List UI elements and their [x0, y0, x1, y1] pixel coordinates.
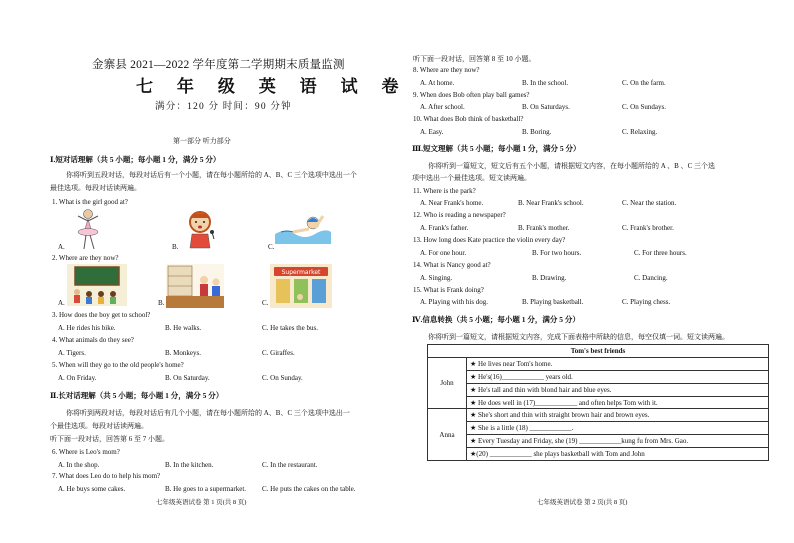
q11-option-b: B. Near Frank's school.	[518, 199, 584, 207]
question-3: 3. How does the boy get to school?	[52, 311, 151, 319]
q3-option-b: B. He walks.	[165, 324, 202, 332]
section3-instruction-cont: 项中选出一个最佳选项。短文读两遍。	[412, 174, 531, 182]
q5-option-a: A. On Friday.	[58, 374, 97, 382]
q11-option-a: A. Near Frank's home.	[420, 199, 484, 207]
q2-option-b-label: B.	[158, 299, 165, 307]
q8-option-a: A. At home.	[420, 79, 455, 87]
q7-option-b: B. He goes to a supermarket.	[165, 485, 247, 493]
q15-option-a: A. Playing with his dog.	[420, 298, 489, 306]
question-9: 9. When does Bob often play ball games?	[413, 91, 530, 99]
question-11: 11. Where is the park?	[413, 187, 476, 195]
info-table	[427, 344, 769, 461]
section1-heading: Ⅰ.短对话理解（共 5 小题；每小题 1 分，满分 5 分）	[50, 155, 221, 164]
q13-option-b: B. For two hours.	[532, 249, 582, 257]
question-5: 5. When will they go to the old people's home?	[52, 361, 184, 369]
table-row-blank-20: ★(20) ____________ she plays basketball with Tom and John	[467, 448, 769, 461]
exam-score-time: 满分：120 分 时间：90 分钟	[155, 102, 292, 112]
q14-option-c: C. Dancing.	[634, 274, 668, 282]
q9-option-c: C. On Sundays.	[622, 103, 666, 111]
question-7: 7. What does Leo do to help his mom?	[52, 472, 161, 480]
section2-dialogue-intro: 听下面一段对话，回答第 6 至 7 小题。	[50, 435, 169, 443]
page-footer: 七年级英语试卷 第 2 页(共 8 页)	[537, 499, 628, 506]
q6-option-c: C. In the restaurant.	[262, 461, 318, 469]
q3-option-a: A. He rides his bike.	[58, 324, 116, 332]
q2-option-a-label: A.	[58, 299, 65, 307]
q1-option-c-label: C.	[268, 243, 275, 251]
q1-option-a-label: A.	[58, 243, 65, 251]
q7-option-a: A. He buys some cakes.	[58, 485, 126, 493]
section1-instruction-cont: 最佳选项。每段对话读两遍。	[50, 184, 141, 192]
question-13: 13. How long does Kate practice the violin every day?	[413, 236, 566, 244]
q8-option-c: C. On the farm.	[622, 79, 666, 87]
q3-option-c: C. He takes the bus.	[262, 324, 318, 332]
swimming-boy-picture	[273, 210, 333, 246]
q14-option-a: A. Singing.	[420, 274, 453, 282]
ballet-dancer-picture	[70, 207, 106, 253]
table-row-blank-16: ★ He's(16)____________ years old.	[467, 370, 769, 383]
exam-title: 七 年 级 英 语 试 卷	[136, 77, 408, 97]
dialogue-intro: 听下面一段对话，回答第 8 至 10 小题。	[413, 55, 536, 63]
page-footer: 七年级英语试卷 第 1 页(共 8 页)	[156, 499, 247, 506]
question-2: 2. Where are they now?	[52, 254, 119, 262]
table-row: ★ He lives near Tom's home.	[467, 357, 769, 370]
question-1: 1. What is the girl good at?	[52, 198, 128, 206]
question-4: 4. What animals do they see?	[52, 336, 134, 344]
q15-option-b: B. Playing basketball.	[522, 298, 584, 306]
table-title: Tom's best friends	[428, 345, 769, 358]
q10-option-a: A. Easy.	[420, 128, 444, 136]
table-name-john: John	[428, 357, 467, 409]
table-row-blank-17: ★ He does well in (17)____________ and often helps Tom with it.	[467, 396, 769, 409]
question-15: 15. What is Frank doing?	[413, 286, 484, 294]
shop-counter-picture	[166, 264, 224, 308]
classroom-picture	[67, 264, 127, 306]
section3-instruction: 你将听到一篇短文，短文后有五个小题，请根据短文内容，在每小题所给的 A 、B 、C 三个选	[428, 162, 716, 170]
q1-option-b-label: B.	[172, 243, 179, 251]
q12-option-a: A. Frank's father.	[420, 224, 469, 232]
q9-option-b: B. On Saturdays.	[522, 103, 570, 111]
q10-option-c: C. Relaxing.	[622, 128, 658, 136]
q4-option-a: A. Tigers.	[58, 349, 86, 357]
question-6: 6. Where is Leo's mom?	[52, 448, 120, 456]
q12-option-b: B. Frank's mother.	[518, 224, 570, 232]
q5-option-b: B. On Saturday.	[165, 374, 210, 382]
section4-heading: Ⅳ.信息转换（共 5 小题；每小题 1 分，满分 5 分）	[412, 315, 580, 324]
table-row-blank-18: ★ She is a little (18) ____________.	[467, 422, 769, 435]
section2-instruction-cont: 个最佳选项。每段对话读两遍。	[50, 422, 148, 430]
exam-header-line: 金寨县 2021—2022 学年度第二学期期末质量监测	[92, 59, 345, 71]
q13-option-c: C. For three hours.	[634, 249, 687, 257]
section3-heading: Ⅲ.短文理解（共 5 小题；每小题 1 分，满分 5 分）	[412, 144, 581, 153]
question-10: 10. What does Bob think of basketball?	[413, 115, 524, 123]
supermarket-sign-text: Supermarket	[281, 269, 321, 276]
q9-option-a: A. After school.	[420, 103, 465, 111]
table-row: ★ She's short and thin with straight brown hair and brown eyes.	[467, 409, 769, 422]
q12-option-c: C. Frank's brother.	[622, 224, 674, 232]
section2-heading: Ⅱ.长对话理解（共 5 小题；每小题 1 分，满分 5 分）	[50, 391, 224, 400]
table-name-anna: Anna	[428, 409, 467, 461]
q7-option-c: C. He puts the cakes on the table.	[262, 485, 356, 493]
part-title: 第一部分 听力部分	[173, 137, 231, 145]
question-12: 12. Who is reading a newspaper?	[413, 211, 506, 219]
table-row-blank-19: ★ Every Tuesday and Friday, she (19) ____________kung fu from Mrs. Gao.	[467, 435, 769, 448]
q2-option-c-label: C.	[262, 299, 269, 307]
q6-option-a: A. In the shop.	[58, 461, 100, 469]
table-row: ★ He's tall and thin with blond hair and blue eyes.	[467, 383, 769, 396]
section2-instruction: 你将听到两段对话，每段对话后有几个小题，请在每小题所给的 A、B、C 三个选项中选出一	[66, 409, 350, 417]
q8-option-b: B. In the school.	[522, 79, 569, 87]
q13-option-a: A. For one hour.	[420, 249, 467, 257]
question-14: 14. What is Nancy good at?	[413, 261, 491, 269]
section1-instruction: 你将听到五段对话，每段对话后有一个小题，请在每小题所给的 A、B、C 三个选项中选出一个	[66, 171, 357, 179]
q10-option-b: B. Boring.	[522, 128, 552, 136]
singing-girl-picture	[180, 208, 220, 250]
q6-option-b: B. In the kitchen.	[165, 461, 214, 469]
q14-option-b: B. Drawing.	[532, 274, 567, 282]
q4-option-b: B. Monkeys.	[165, 349, 201, 357]
q15-option-c: C. Playing chess.	[622, 298, 671, 306]
q11-option-c: C. Near the station.	[622, 199, 677, 207]
section4-instruction: 你将听到一篇短文，请根据短文内容，完成下面表格中所缺的信息，每空仅填一词。短文读两遍。	[428, 333, 729, 341]
question-8: 8. Where are they now?	[413, 66, 480, 74]
q5-option-c: C. On Sunday.	[262, 374, 303, 382]
q4-option-c: C. Giraffes.	[262, 349, 295, 357]
supermarket-picture	[270, 264, 332, 308]
